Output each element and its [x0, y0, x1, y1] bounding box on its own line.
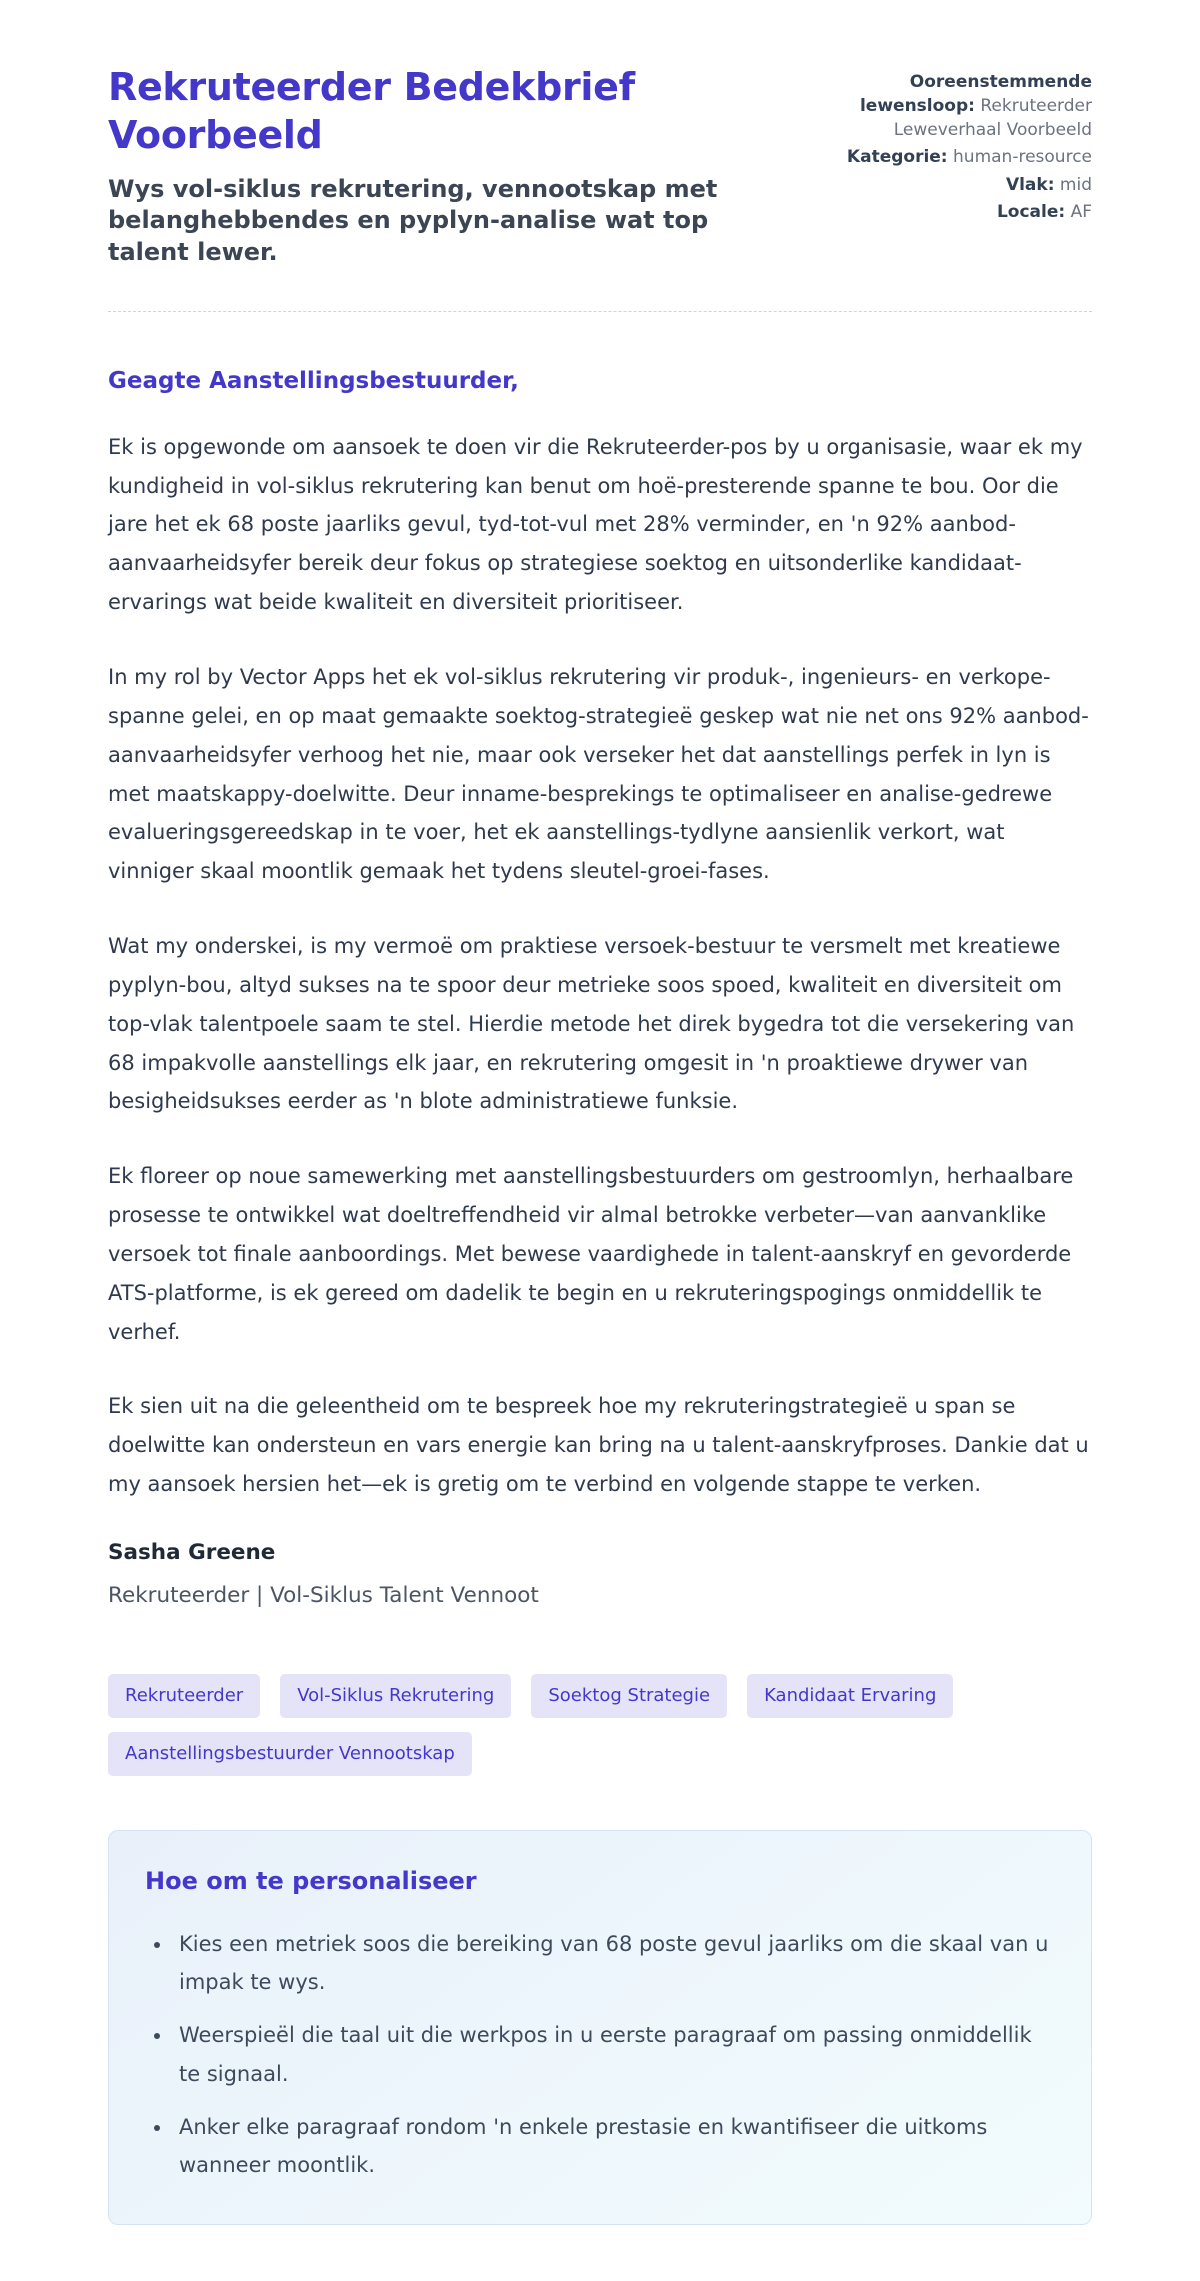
meta-label: Ooreenstemmende lewensloop: — [859, 72, 1092, 117]
letter-paragraph: Ek floreer op noue samewerking met aanstellingsbestuurders om gestroomlyn, herhaalbare prosesse te ontwikkel wat doeltreffendheid vir almal betrokke verbeter—van aanvanklike versoek tot finale aanboordings. Met bewese vaardighede in talent-aanskryf en gevorderde ATS-platforme, is ek gereed om dadelik te begin en u rekruteringspogings onmiddellik te verhef. — [108, 1164, 1074, 1344]
content-container — [104, 0, 1096, 2281]
header-divider — [108, 311, 1092, 312]
signature-block — [108, 1540, 1092, 1608]
tips-item: • Kies een metriek soos die bereiking van 68 poste gevul jaarliks om die skaal van u impak te wys. — [173, 1925, 1051, 2001]
tag-rekruteerder: Rekruteerder — [108, 1674, 260, 1718]
meta-item-level — [842, 173, 1092, 197]
tips-item: • Weerspieël die taal uit die werkpos in u eerste paragraaf om passing onmiddellik te signaal. — [173, 2016, 1051, 2092]
signature-role: Rekruteerder | Vol-Siklus Talent Vennoot — [108, 1583, 539, 1609]
page-title: Rekruteerder Bedekbrief Voorbeeld — [108, 65, 635, 157]
meta-item-locale — [842, 200, 1092, 224]
tag-kandidaat-ervaring: Kandidaat Ervaring — [747, 1674, 953, 1718]
meta-label: Locale: — [996, 201, 1066, 222]
letter-greeting: Geagte Aanstellingsbestuurder, — [108, 367, 519, 394]
meta-item-matching-resume — [842, 70, 1092, 142]
letter-paragraph: Wat my onderskei, is my vermoë om praktiese versoek-bestuur te versmelt met kreatiewe pyplyn-bou, altyd sukses na te spoor deur metrieke soos spoed, kwaliteit en diversiteit om top-vlak talentpoele saam te stel. Hierdie metode het direk bygedra tot die versekering van 68 impakvolle aanstellings elk jaar, en rekrutering omgesit in 'n proaktiewe drywer van besigheidsukses eerder as 'n blote administratiewe funksie. — [108, 934, 1075, 1114]
meta-value: AF — [1070, 201, 1092, 222]
meta-panel — [842, 64, 1092, 227]
letter-paragraph: Ek sien uit na die geleentheid om te bespreek hoe my rekruteringstrategieë u span se doelwitte kan ondersteun en vars energie kan bring na u talent-aanskryfproses. Dankie dat u my aansoek hersien het—ek is gretig om te verbind en volgende stappe te verken. — [108, 1394, 1089, 1497]
tag-list — [108, 1674, 1092, 1776]
meta-value: human-resource — [953, 147, 1092, 168]
tag-soektog-strategie: Soektog Strategie — [531, 1674, 727, 1718]
letter-paragraph: In my rol by Vector Apps het ek vol-siklus rekrutering vir produk-, ingenieurs- en verkope-spanne gelei, en op maat gemaakte soektog-strategieë geskep wat nie net ons 92% aanbod-aanvaarheidsyfer verhoog het nie, maar ook verseker het dat aanstellings perfek in lyn is met maatskappy-doelwitte. Deur inname-besprekings te optimaliseer en analise-gedrewe evalueringsgereedskap in te voer, het ek aanstellings-tydlyne aansienlik verkort, wat vinniger skaal moontlik gemaak het tydens sleutel-groei-fases. — [108, 664, 1089, 884]
tag-aanstellingsbestuurder-vennootskap: Aanstellingsbestuurder Vennootskap — [108, 1732, 472, 1776]
page-subtitle: Wys vol-siklus rekrutering, vennootskap met belanghebbendes en pyplyn-analise wat top talent lewer. — [108, 174, 718, 267]
personalization-tips-box — [108, 1830, 1092, 2225]
meta-value: mid — [1059, 174, 1092, 195]
meta-label: Vlak: — [1005, 174, 1055, 195]
header-titles — [108, 64, 768, 269]
cover-letter — [108, 368, 1092, 1608]
tips-list — [145, 1925, 1051, 2184]
meta-value: Rekruteerder Leweverhaal Voorbeeld — [893, 96, 1092, 141]
meta-label: Kategorie: — [846, 147, 948, 168]
meta-item-category — [842, 145, 1092, 169]
tips-item: • Anker elke paragraaf rondom 'n enkele prestasie en kwantifiseer die uitkoms wanneer moontlik. — [173, 2108, 1051, 2184]
tag-vol-siklus-rekrutering: Vol-Siklus Rekrutering — [280, 1674, 511, 1718]
header — [108, 64, 1092, 269]
tips-title: Hoe om te personaliseer — [145, 1867, 477, 1896]
letter-paragraph: Ek is opgewonde om aansoek te doen vir die Rekruteerder-pos by u organisasie, waar ek my kundigheid in vol-siklus rekrutering kan benut om hoë-presterende spanne te bou. Oor die jare het ek 68 poste jaarliks gevul, tyd-tot-vul met 28% verminder, en 'n 92% aanbod-aanvaarheidsyfer bereik deur fokus op strategiese soektog en uitsonderlike kandidaat-ervarings wat beide kwaliteit en diversiteit prioritiseer. — [108, 434, 1083, 615]
signature-name: Sasha Greene — [108, 1540, 276, 1566]
